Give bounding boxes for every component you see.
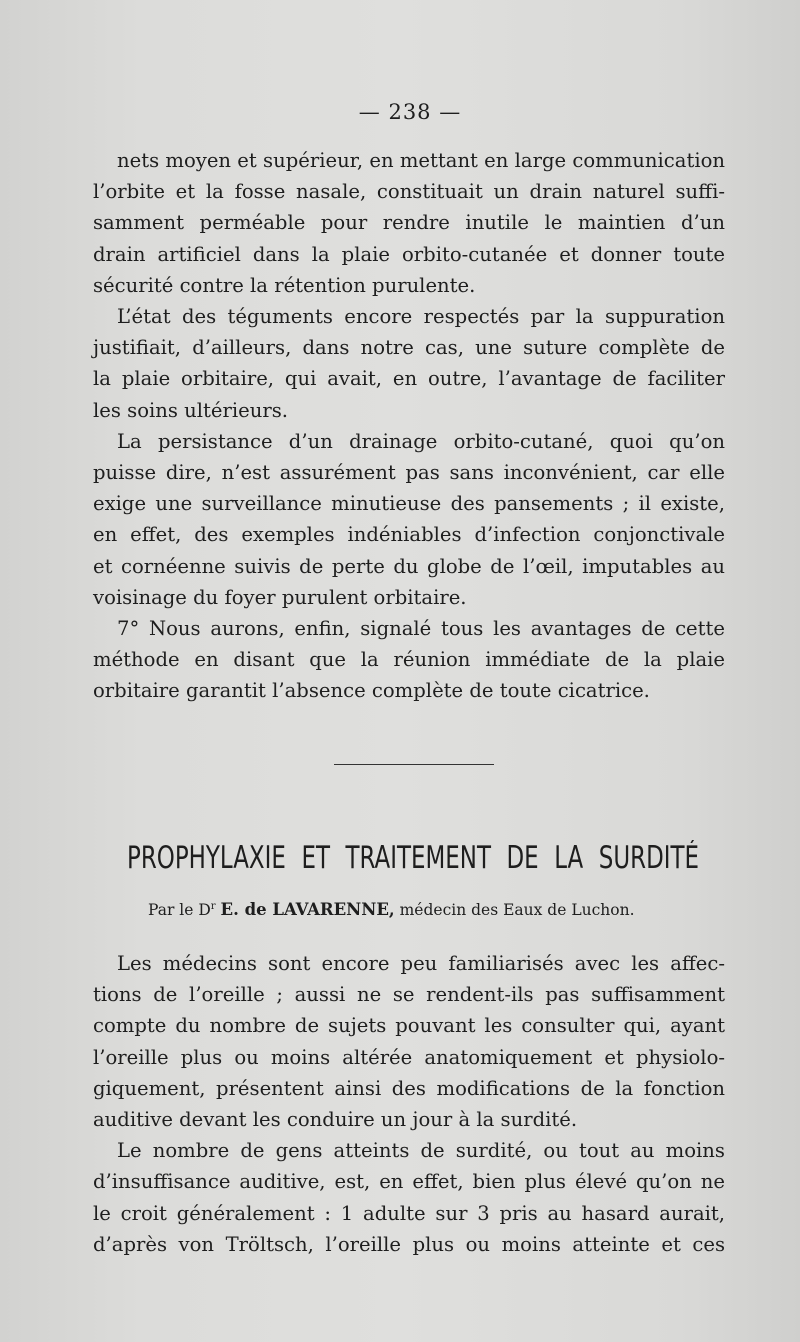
byline-prefix: Par le D	[148, 901, 211, 920]
text-line: d’insuffisance auditive, est, en effet, bien plus élevé qu’on ne	[93, 1170, 725, 1194]
text-line: 7° Nous aurons, enfin, signalé tous les avantages de cette	[117, 617, 725, 641]
text-line: Le nombre de gens atteints de surdité, ou tout au moins	[117, 1139, 725, 1163]
article-text	[93, 948, 725, 1260]
text-line: méthode en disant que la réunion immédiate de la plaie	[93, 648, 725, 672]
text-line: voisinage du foyer purulent orbitaire.	[93, 585, 467, 609]
text-line: justifiait, d’ailleurs, dans notre cas, une suture complète de	[93, 336, 725, 360]
text-line: d’après von Tröltsch, l’oreille plus ou moins atteinte et ces	[93, 1232, 725, 1256]
byline-author: E. de LAVARENNE,	[220, 900, 395, 920]
text-line: drain artificiel dans la plaie orbito-cutanée et donner toute	[93, 242, 725, 266]
text-line: et cornéenne suivis de perte du globe de l’œil, imputables au	[93, 554, 725, 578]
text-line: La persistance d’un drainage orbito-cutané, quoi qu’on	[117, 429, 725, 453]
text-line: Les médecins sont encore peu familiarisés avec les affec-	[117, 952, 725, 975]
text-line: la plaie orbitaire, qui avait, en outre, l’avantage de faciliter	[93, 367, 725, 391]
byline-sup: r	[210, 901, 216, 912]
text-line: l’orbite et la fosse nasale, constituait un drain naturel suffi-	[93, 180, 725, 204]
text-line: les soins ultérieurs.	[93, 398, 289, 422]
text-line: le croit généralement : 1 adulte sur 3 pris au hasard aurait,	[93, 1201, 725, 1225]
text-line: L’état des téguments encore respectés par la suppuration	[117, 305, 725, 329]
section-divider	[334, 764, 494, 765]
page-number: — 238 —	[358, 100, 462, 124]
text-line: auditive devant les conduire un jour à la surdité.	[93, 1108, 578, 1132]
byline	[148, 896, 688, 921]
text-line: samment perméable pour rendre inutile le maintien d’un	[93, 211, 725, 235]
text-line: puisse dire, n’est assurément pas sans inconvénient, car elle	[93, 461, 725, 485]
text-line: sécurité contre la rétention purulente.	[93, 273, 476, 297]
text-line: en effet, des exemples indéniables d’infection conjonctivale	[93, 523, 725, 547]
text-line: l’oreille plus ou moins altérée anatomiquement et physiolo-	[93, 1045, 725, 1069]
text-line: tions de l’oreille ; aussi ne se rendent-ils pas suffisamment	[93, 983, 725, 1007]
section-title: PROPHYLAXIE ET TRAITEMENT DE LA SURDITÉ	[127, 840, 700, 876]
continued-text	[93, 145, 725, 707]
text-line: exige une surveillance minutieuse des pansements ; il existe,	[93, 492, 725, 516]
text-line: nets moyen et supérieur, en mettant en large communication	[117, 149, 725, 172]
text-line: orbitaire garantit l’absence complète de toute cicatrice.	[93, 679, 650, 703]
text-line: compte du nombre de sujets pouvant les consulter qui, ayant	[93, 1014, 725, 1038]
byline-suffix: médecin des Eaux de Luchon.	[399, 901, 635, 920]
text-line: giquement, présentent ainsi des modifications de la fonction	[93, 1076, 725, 1100]
